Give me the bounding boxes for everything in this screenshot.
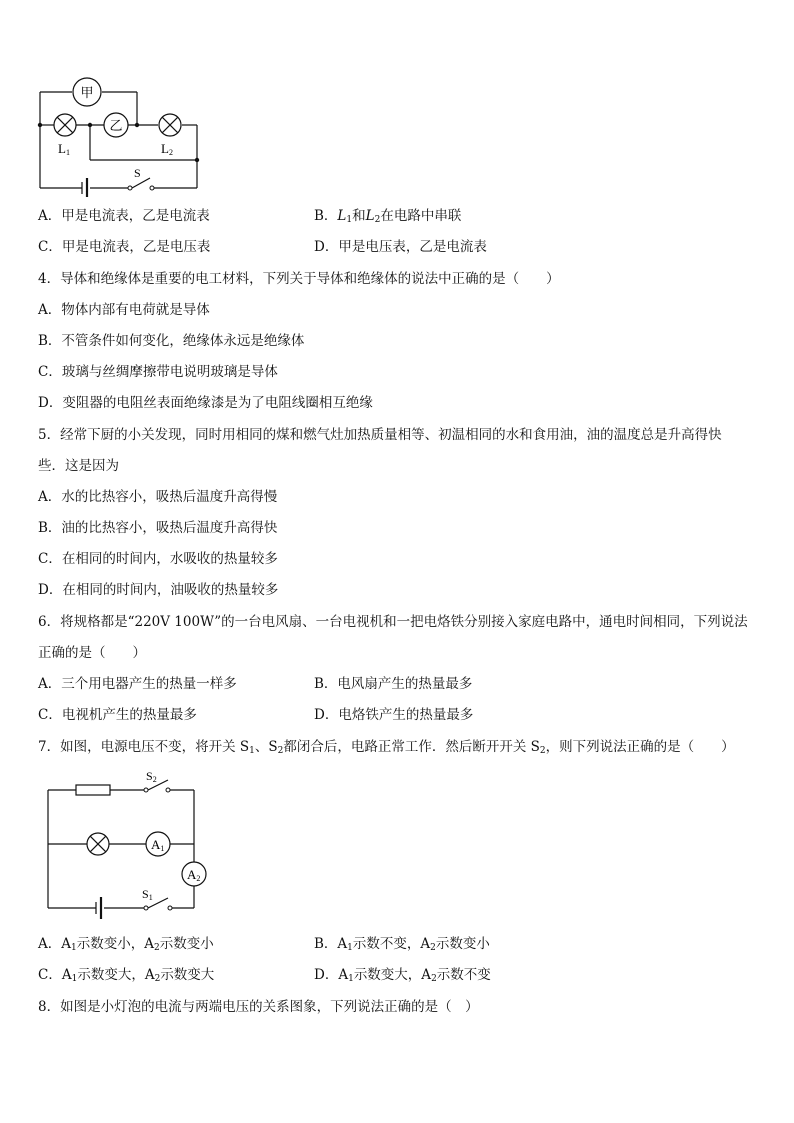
circuit-diagram-q7 (40, 766, 215, 926)
q7-option-c[interactable]: C．$A_1$示数变大，$A_2$示数变大 (38, 967, 215, 984)
q4-option-d[interactable]: D．变阻器的电阻丝表面绝缘漆是为了电阻线圈相互绝缘 (38, 395, 373, 411)
q5-option-b[interactable]: B．油的比热容小，吸热后温度升高得快 (38, 520, 278, 536)
q5-option-a[interactable]: A．水的比热容小，吸热后温度升高得慢 (38, 489, 278, 505)
q6-stem-line2: 正确的是（ ） (38, 645, 146, 661)
ammeter-a2-label: A2 (187, 867, 201, 883)
meter-jia-label: 甲 (80, 85, 94, 100)
q5-option-c[interactable]: C．在相同的时间内，水吸收的热量较多 (38, 551, 278, 567)
q8-stem: 8．如图是小灯泡的电流与两端电压的关系图象，下列说法正确的是（ ） (38, 999, 479, 1015)
circuit-diagram-q3 (30, 72, 210, 197)
q4-stem: 4．导体和绝缘体是重要的电工材料，下列关于导体和绝缘体的说法中正确的是（ ） (38, 271, 560, 287)
q3-option-c[interactable]: C．甲是电流表，乙是电压表 (38, 239, 211, 255)
q5-option-d[interactable]: D．在相同的时间内，油吸收的热量较多 (38, 582, 279, 598)
q7-stem: 7．如图，电源电压不变，将开关 $S_1$、$S_2$都闭合后，电路正常工作．然后断开开关 $S_2$，则下列说法正确的是（ ） (38, 739, 735, 756)
q4-option-b[interactable]: B．不管条件如何变化，绝缘体永远是绝缘体 (38, 333, 305, 349)
q6-option-c[interactable]: C．电视机产生的热量最多 (38, 707, 197, 723)
q7-option-b[interactable]: B．$A_1$示数不变，$A_2$示数变小 (314, 936, 490, 953)
q6-option-b[interactable]: B．电风扇产生的热量最多 (314, 676, 473, 692)
q4-option-a[interactable]: A．物体内部有电荷就是导体 (38, 302, 210, 318)
switch-s-label: S (134, 166, 141, 180)
q6-option-d[interactable]: D．电烙铁产生的热量最多 (314, 707, 474, 723)
q7-option-d[interactable]: D．$A_1$示数变大，$A_2$示数不变 (314, 967, 491, 984)
ammeter-a1-label: A1 (151, 837, 165, 853)
lamp-l2-icon (159, 114, 181, 136)
switch-s1-label: S1 (142, 887, 153, 902)
q3-option-a[interactable]: A．甲是电流表，乙是电流表 (38, 208, 210, 224)
switch-s2-label: S2 (146, 769, 157, 784)
meter-yi-label: 乙 (109, 118, 123, 133)
q3-option-b[interactable]: B．$L_1$和$L_2$在电路中串联 (314, 208, 462, 225)
q5-stem-line1: 5．经常下厨的小关发现，同时用相同的煤和燃气灶加热质量相等、初温相同的水和食用油，油的温度总是升高得快 (38, 427, 722, 443)
lamp-l2-label: L2 (161, 141, 173, 157)
q6-option-a[interactable]: A．三个用电器产生的热量一样多 (38, 676, 237, 692)
q7-option-a[interactable]: A．$A_1$示数变小，$A_2$示数变小 (38, 936, 214, 953)
q3-option-d[interactable]: D．甲是电压表，乙是电流表 (314, 239, 487, 255)
q5-stem-line2: 些．这是因为 (38, 458, 119, 474)
q6-stem-line1: 6．将规格都是“220V 100W”的一台电风扇、一台电视机和一把电烙铁分别接入家庭电路中，通电时间相同，下列说法 (38, 614, 748, 630)
lamp-icon (87, 833, 109, 855)
lamp-l1-icon (54, 114, 76, 136)
lamp-l1-label: L1 (58, 141, 70, 157)
q4-option-c[interactable]: C．玻璃与丝绸摩擦带电说明玻璃是导体 (38, 364, 278, 380)
